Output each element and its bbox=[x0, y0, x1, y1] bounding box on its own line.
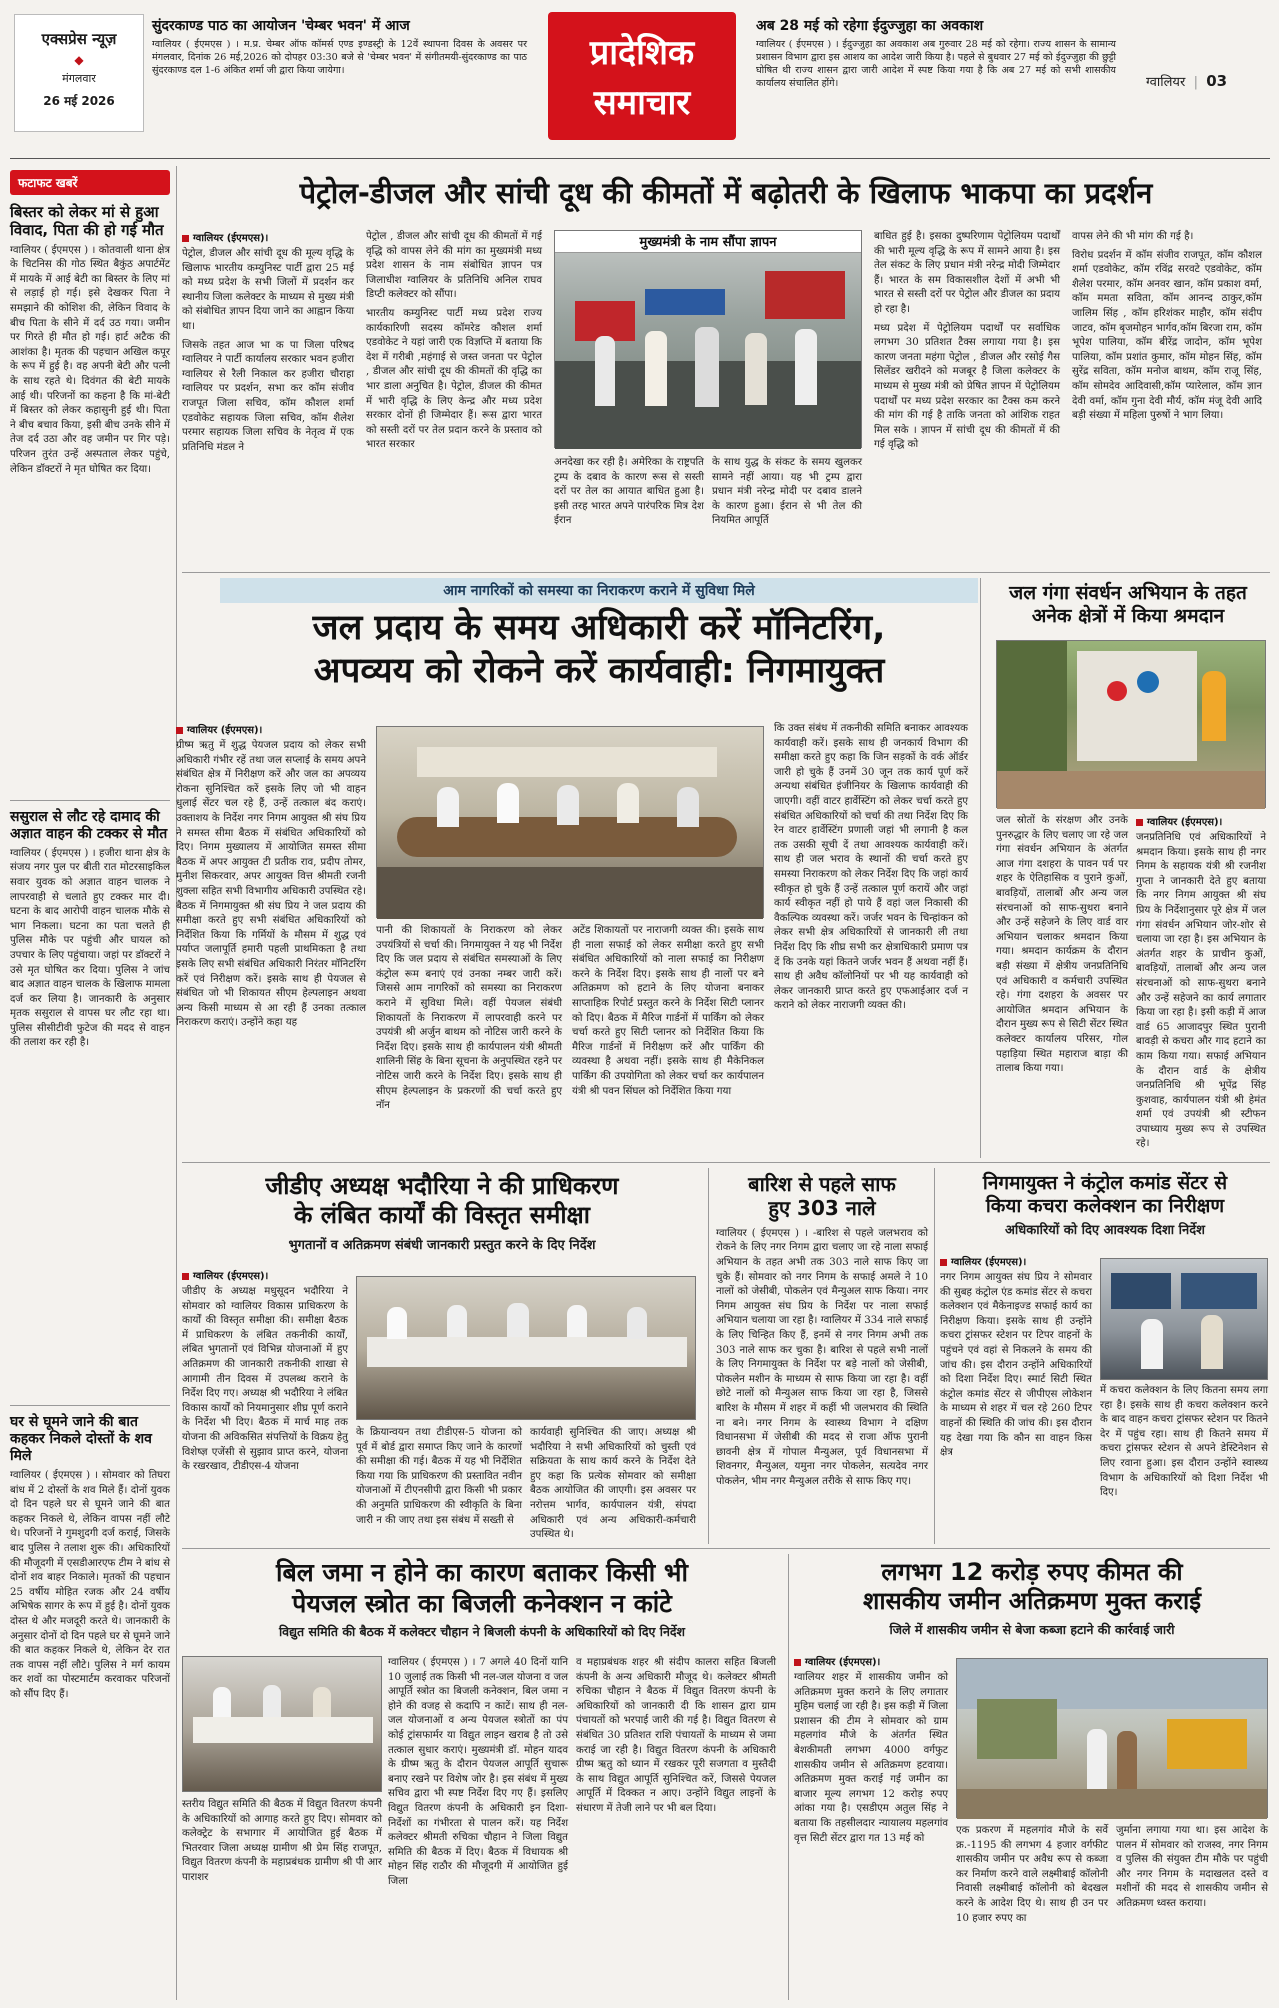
water-byline: ग्वालियर (ईएमएस)। bbox=[187, 725, 263, 736]
protest-photo bbox=[554, 230, 862, 448]
drain-headline-2: हुए 303 नाले bbox=[768, 1196, 876, 1221]
control-headline-1: निगमायुक्त ने कंट्रोल कमांड सेंटर से bbox=[982, 1172, 1228, 1194]
gda-col-2 bbox=[356, 1426, 522, 1544]
ganga-col-1-text: जल स्रोतों के संरक्षण और उनके पुनरुद्धार के लिए चलाए जा रहे जल गंगा संवर्धन अभियान के अंतर्गत आज गंगा दशहरा के पावन पर्व पर शहर के ऐतिहासिक व पुराने कुओं, बावड़ियों, तालाबों और अन्य जल संरचनाओं को साफ-सुथरा बनाने और उन्हें सहेजने के लिए वार्ड वार अभियान चलाकर श्रमदान किया गया। श्रमदान कार्यक्रम के दौरान बड़ी संख्या में क्षेत्रीय जनप्रतिनिधि एवं अधिकारी व कर्मचारी उपस्थित रहे। गंगा दशहरा के अवसर पर आयोजित श्रमदान अभियान के दौरान मुख्य रूप से सिटी सेंटर स्थित कलेक्टर कार्यालय परिसर, गोल पहाड़िया स्थित महाराज बाड़ा की तालाब किया गया। bbox=[996, 815, 1128, 1075]
control-col-1 bbox=[940, 1254, 1092, 1544]
control-col-2-text: में कचरा कलेक्शन के लिए कितना समय लगा रहा है। इसके साथ ही कचरा कलेक्शन करने के बाद वाहन कचरा ट्रांसफर स्टेशन पर कितने देर में पहुंच रहा। साथ ही कितने समय में कचरा ट्रांसफर स्टेशन से अपने डेस्टिनेशन से लिए रवाना हुआ। इस दौरान उन्होंने स्वास्थ्य विभाग के अधिकारियों को दिशा निर्देश भी दिए। bbox=[1100, 1385, 1268, 1499]
land-col-2 bbox=[956, 1824, 1108, 1996]
sidebar-tag: फटाफट खबरें bbox=[10, 170, 170, 195]
land-col-1 bbox=[794, 1654, 948, 1996]
land-byline: ग्वालियर (ईएमएस)। bbox=[805, 1657, 881, 1668]
top-story-col-2 bbox=[366, 230, 542, 560]
day: मंगलवार bbox=[62, 72, 96, 85]
gda-headline-1: जीडीए अध्यक्ष भदौरिया ने की प्राधिकरण bbox=[265, 1172, 619, 1200]
control-room-photo bbox=[1100, 1258, 1268, 1380]
ganga-col-2-text: जनप्रतिनिधि एवं अधिकारियों ने श्रमदान किया। इसके साथ ही नगर निगम के सहायक यंत्री श्री रजनीश गुप्ता ने जानकारी देते हुए बताया कि नगर निगम आयुक्त श्री संघ प्रिय के निर्देशानुसार पूरे क्षेत्र में जल गंगा संवर्धन अभियान जोर-शोर से चलाया जा रहा है। इस अभियान के अंतर्गत शहर के प्राचीन कुओं, बावड़ियों, तालाबों और अन्य जल संरचनाओं को साफ-सुथरा बनाने और उन्हें सहेजने का कार्य लगातार किया जा रहा है। इसी कड़ी में आज वार्ड 65 आजादपुर स्थित पुरानी बावड़ी से कचरा और गाद हटाने का काम किया गया। सफाई अभियान के दौरान वार्ड के क्षेत्रीय जनप्रतिनिधि श्री भूपेंद्र सिंह कुशवाह, कार्यपालन यंत्री श्री हेमंत शर्मा एवं उपयंत्री श्री स्टीफन उपाध्याय मुख्य रूप से उपस्थित रहे। bbox=[1136, 832, 1266, 1150]
power-headline-1: बिल जमा न होने का कारण बताकर किसी भी bbox=[276, 1558, 688, 1587]
gda-col-3 bbox=[530, 1426, 696, 1544]
ganga-col-1 bbox=[996, 814, 1128, 1154]
city-name: ग्वालियर bbox=[1146, 75, 1186, 90]
page-number: 03 bbox=[1206, 72, 1228, 90]
water-kicker: आम नागरिकों को समस्या का निराकरण कराने में सुविधा मिले bbox=[220, 578, 978, 603]
water-headline-2: अपव्यय को रोकने करें कार्यवाही: निगमायुक्त bbox=[313, 650, 885, 691]
top-story-headline: पेट्रोल-डीजल और सांची दूध की कीमतों में बढ़ोतरी के खिलाफ भाकपा का प्रदर्शन bbox=[299, 176, 1153, 210]
top-story-p10: विरोध प्रदर्शन में कॉम संजीव राजपूत, कॉम कौशल शर्मा एडवोकेट, कॉम रविंद्र सरवटे एडवोकेट, कॉम शैलेश परमार, कॉम अनवर खान, कॉम प्रकाश वर्मा, कॉम ममता सविता, कॉम आनन्द ठाकुर,कॉम जालिम सिंह , कॉम हरिशंकर माहौर, कॉम संदीप जाटव, कॉम बृजमोहन भार्गव,कॉम बिरजा राम, कॉम भूपेश पालिया, कॉम बीरेंद्र जादोन, कॉम भूपेश पालिया, कॉम प्रशांत कुमार, कॉम मोहन सिंह, कॉम सुरेंद्र सविता, कॉम मनोज बाथम, कॉम राजू सिंह, कॉम सोमदेव आदिवासी,कॉम प्यारेलाल, कॉम ज्ञान देवी वर्मा, कॉम गुना देवी मौर्य, कॉम मंजू देवी आदि बड़ी संख्या में महिला पुरुषों ने भाग लिया। bbox=[1072, 249, 1262, 422]
top-story-col-4 bbox=[874, 230, 1060, 560]
brief-eid bbox=[756, 18, 1116, 136]
gda-col-2-text: के क्रियान्वयन तथा टीडीएस-5 योजना को पूर्व में बोर्ड द्वारा समाप्त किए जाने के कारणों की समीक्षा की गई। बैठक में यह भी निर्देशित किया गया कि प्राधिकरण की प्रस्तावित नवीन योजनाओं में टीएनसीपी द्वारा किसी भी प्रकार की अनुमति प्राधिकरण की स्वीकृति के बिना जारी न की जाए तथा इस संबंध में सख्ती से bbox=[356, 1427, 522, 1526]
byline-marker-icon bbox=[182, 1273, 189, 1280]
land-col-1-text: ग्वालियर शहर में शासकीय जमीन को अतिक्रमण मुक्त कराने के लिए लगातार मुहिम चलाई जा रही है। इस कड़ी में जिला प्रशासन की टीम ने सोमवार को ग्राम महलगांव मौजे के अंतर्गत स्थित बेशकीमती लगभग 4000 वर्गफुट शासकीय जमीन से अतिक्रमण हटवाया। अतिक्रमण मुक्त कराई गई जमीन का बाजार मूल्य लगभग 12 करोड़ रुपए आंका गया है। एसडीएम अतुल सिंह ने बताया कि तहसीलदार न्यायालय महलगांव वृत्त सिटी सेंटर द्वारा गत 13 मई को bbox=[794, 1672, 948, 1844]
gda-col-3-text: कार्यवाही सुनिश्चित की जाए। अध्यक्ष श्री भदौरिया ने सभी अधिकारियों को चुस्ती एवं सक्रियता के साथ कार्य करने के निर्देश देते हुए कहा कि प्रत्येक सोमवार को समीक्षा बैठक आयोजित की जाएगी। इस अवसर पर नरोत्तम भार्गव, कार्यपालन यंत्री, संपदा अधिकारी एवं अन्य अधिकारी-कर्मचारी उपस्थित थे। bbox=[530, 1427, 696, 1541]
control-subhead: अधिकारियों को दिए आवश्यक दिशा निर्देश bbox=[1004, 1223, 1206, 1239]
top-story-p2: जिसके तहत आज भा क पा जिला परिषद ग्वालियर ने पार्टी कार्यालय सरकार भवन हजीरा ग्वालियर से रैली निकाल कर हजीरा चौराहा ग्वालियर पर प्रदर्शन, सभा कर कॉम संजीव राजपूत जिला सचिव, कॉम कौशल शर्मा एडवोकेट सहायक जिला सचिव, कॉम शैलेश परमार सहायक जिला सचिव के नेतृत्व में एक प्रतिनिधि मंडल ने bbox=[182, 339, 354, 453]
masthead bbox=[0, 0, 1279, 168]
water-col-3 bbox=[572, 924, 764, 1152]
sidebar-story-2-title: ससुराल से लौट रहे दामाद की अज्ञात वाहन की टक्कर से मौत bbox=[10, 808, 168, 842]
paper-box bbox=[14, 14, 144, 132]
brief-chamber bbox=[152, 18, 527, 136]
sidebar-story-2-text: ग्वालियर ( ईएमएस ) । हजीरा थाना क्षेत्र के संजय नगर पुल पर बीती रात मोटरसाइकिल सवार युवक को अज्ञात वाहन चालक ने लापरवाही से चलाते हुए टक्कर मार दी। घटना के बाद आरोपी वाहन चालक मौके से भाग निकला। घटना का पता चलते ही पुलिस मौके पर पहुंची और घायल को उपचार के लिए पहुंचाया। जहां पर डॉक्टरों ने उसे मृत घोषित कर दिया। पुलिस ने जांच बाद अज्ञात वाहन चालक के खिलाफ मामला दर्ज कर लिया है। जानकारी के अनुसार मृतक ससुराल से वापस घर लौट रहा था। पुलिस सीसीटीवी फुटेज की मदद से वाहन की तलाश कर रही है। bbox=[10, 847, 170, 1049]
brief-chamber-text: ग्वालियर ( ईएमएस ) । म.प्र. चेम्बर ऑफ कॉमर्स एण्ड इण्डस्ट्री के 12वें स्थापना दिवस के अवसर पर मंगलवार, दिनांक 26 मई,2026 को दोपहर 03:30 बजे से 'चेम्बर भवन' में संगीतमयी-सुंदरकाण्ड का पाठ सुंदरकाण्ड दल 1-6 अंकित शर्मा जी द्वारा किया जायेगा। bbox=[152, 39, 527, 77]
brief-eid-title: अब 28 मई को रहेगा ईदुज्जुहा का अवकाश bbox=[756, 18, 984, 34]
sidebar-story-1-text: ग्वालियर ( ईएमएस ) । कोतवाली थाना क्षेत्र के चिटनिस की गोठ स्थित बैकुंठ अपार्टमेंट में मायके में आई बेटी का बिस्तर के लिए मां से लड़ाई हो गई। इसे देखकर पिता ने समझाने की कोशिश की, लेकिन विवाद के बीच पिता के सीने में दर्द उठ गया। जमीन पर गिरते ही मौत हो गई। हार्ट अटैक की आशंका है। मृतक की पहचान अखिल कपूर के रूप में हुई है। वह अपनी बेटी और पत्नी के साथ रहते थे। दिवंगत की बेटी मायके आई थी। परिजनों का कहना है कि मां-बेटी में बिस्तर को लेकर कहासुनी हुई थी। पिता ने बीच बचाव किया, इसी बीच उनके सीने में तेज दर्द उठा और वह जमीन पर गिर पड़े। परिजन तुरंत उन्हें अस्पताल लेकर पहुंचे, लेकिन डॉक्टरों ने मृत घोषित कर दिया। bbox=[10, 244, 170, 475]
photo-caption: मुख्यमंत्री के नाम सौंपा ज्ञापन bbox=[639, 235, 777, 250]
top-story-p1: पेट्रोल, डीजल और सांची दूध की मूल्य वृद्धि के खिलाफ भारतीय कम्युनिस्ट पार्टी द्वारा 25 मई को मध्य प्रदेश के सभी जिलों में प्रदर्शन कर स्थानीय जिला कलेक्टर के माध्यम से मुख्य मंत्री को संबोधित ज्ञापन दिया जाने का आह्वान किया था। bbox=[182, 248, 354, 332]
power-col-3 bbox=[576, 1656, 776, 1996]
water-col-2 bbox=[376, 924, 562, 1152]
water-col-2-text: पानी की शिकायतों के निराकरण को लेकर उपयंत्रियों से चर्चा की। निगमायुक्त ने यह भी निर्देश दिए कि जल प्रदाय से संबंधित समस्याओं के लिए कंट्रोल रूम बनाएं एवं उनका नम्बर जारी करें। जिससे आम नागरिकों को समस्या का निराकरण कराने में सुविधा मिले। वहीं पेयजल संबंधी शिकायतों के निराकरण में लापरवाही करने पर उपयंत्री श्री अर्जुन बाथम को नोटिस जारी करने के निर्देश दिए। इसके साथ ही कार्यपालन यंत्री श्रीमती शालिनी सिंह के बिना सूचना के अनुपस्थित रहने पर नोटिस जारी करने के निर्देश दिए। इसके साथ ही सीएम हेल्पलाइन के प्रकरणों की चर्चा करते हुए नॉन bbox=[376, 925, 562, 1112]
sidebar-story-1-title: बिस्तर को लेकर मां से हुआ विवाद, पिता की हो गई मौत bbox=[10, 203, 164, 240]
water-headline-1: जल प्रदाय के समय अधिकारी करें मॉनिटरिंग, bbox=[312, 608, 886, 648]
sidebar-story-3-title: घर से घूमने जाने की बात कहकर निकले दोस्तों के शव मिले bbox=[10, 1413, 152, 1464]
sidebar bbox=[10, 166, 170, 2000]
water-col-3-text: अटेंड शिकायतों पर नाराजगी व्यक्त की। इसके साथ ही नाला सफाई को लेकर समीक्षा करते हुए सभी संबंधित अधिकारियों को नाला सफाई का निरीक्षण करने के निर्देश दिए। इसके साथ ही नालों पर बने अतिक्रमण को हटाने के लिए योजना बनाकर साप्ताहिक रिपोर्ट प्रस्तुत करने के निर्देश सिटी प्लानर को दिए। बैठक में मैरिज गार्डनों में पार्किंग को लेकर चर्चा करते हुए सिटी प्लानर को निर्देशित किया कि मैरिज गार्डनों में निरीक्षण करें और पार्किंग की व्यवस्था है अथवा नहीं। इसके साथ ही मैकेनिकल पार्किंग की उपयोगिता को लेकर चर्चा कर कार्यपालन यंत्री श्री पवन सिंघल को निर्देशित किया गया bbox=[572, 925, 764, 1097]
diamond-icon: ◆ bbox=[74, 53, 84, 67]
byline-marker-icon bbox=[940, 1259, 947, 1266]
power-meeting-photo bbox=[182, 1656, 382, 1792]
control-col-2 bbox=[1100, 1384, 1268, 1544]
land-col-2-text: एक प्रकरण में महलगांव मौजे के सर्वे क्र.-1195 की लगभग 4 हजार वर्गफीट शासकीय जमीन पर अवैध रूप से कब्जा कर निर्माण करने वाले लक्ष्मीबाई कॉलोनी निवासी लक्ष्मीबाई कॉलोनी को बेदखल करने के आदेश दिए थे। साथ ही उन पर 10 हजार रुपए का bbox=[956, 1825, 1108, 1924]
top-story-col-3a bbox=[554, 456, 704, 560]
meeting-photo bbox=[376, 726, 764, 918]
power-story bbox=[182, 1554, 782, 2000]
gda-col-1 bbox=[182, 1268, 348, 1544]
paper-name: एक्सप्रेस न्यूज़ bbox=[41, 30, 117, 48]
power-col-2-text: स्तरीय विद्युत समिति की बैठक में विद्युत वितरण कंपनी के अधिकारियों को आगाह करते हुए दिए। सोमवार को कलेक्ट्रेट के सभागार में आयोजित हुई बैठक में भितरवार जिला अध्यक्ष ग्रामीण श्री प्रेम सिंह राजपूत, विद्युत वितरण कंपनी के महाप्रबंधक ग्रामीण श्री पी आर पाराशर bbox=[182, 1799, 382, 1883]
water-story bbox=[176, 578, 978, 1158]
shramdan-photo bbox=[996, 640, 1266, 808]
top-story-p9: वापस लेने की भी मांग की गई है। bbox=[1072, 231, 1194, 242]
power-col-3-text: व महाप्रबंधक शहर श्री संदीप कालरा सहित बिजली कंपनी के अन्य अधिकारी मौजूद थे। कलेक्टर श्रीमती रुचिका चौहान ने बैठक में विद्युत वितरण कंपनी के अधिकारियों को जानकारी दी कि शासन द्वारा ग्राम पंचायतों को भरपाई जारी की गई है। विद्युत वितरण से संबंधित 30 प्रतिशत राशि पंचायतों के माध्यम से जमा कराई जा रही है। विद्युत वितरण कंपनी के अधिकारी ग्रीष्म ऋतु को ध्यान में रखकर पूरी सजगता व मुस्तैदी के साथ विद्युत आपूर्ति सुनिश्चित करें, जिससे पेयजल आपूर्ति में दिक्कत न आए। उन्होंने विद्युत लाइनों के संधारण में तेजी लाने पर भी बल दिया। bbox=[576, 1657, 776, 1814]
power-headline-2: पेयजल स्त्रोत का बिजली कनेक्शन न कांटे bbox=[292, 1588, 672, 1618]
land-col-3-text: जुर्माना लगाया गया था। इस आदेश के पालन में सोमवार को राजस्व, नगर निगम व पुलिस की संयुक्त टीम मौके पर पहुंची और नगर निगम के मदाखलत दस्ते व मशीनों की मदद से शासकीय जमीन से अतिक्रमण ध्वस्त कराया। bbox=[1116, 1825, 1268, 1909]
ganga-story bbox=[986, 578, 1270, 1158]
water-col-4-text: कि उक्त संबंध में तकनीकी समिति बनाकर आवश्यक कार्यवाही करें। इसके साथ ही जनकार्य विभाग की समीक्षा करते हुए कहा कि जिन सड़कों के वर्क ऑर्डर जारी हो चुके हैं उनमें 30 जून तक कार्य पूर्ण करें अन्यथा संबंधित इंजीनियर के खिलाफ कार्यवाही की जाएगी। वहीं वाटर हार्वेस्टिंग को लेकर चर्चा करते हुए संबंधित अधिकारियों को चर्चा की तथा निर्देश दिए कि रेन वाटर हार्वेस्टिंग प्रणाली जहां भी लगानी है कल तक उसकी सूची दें तथा आवश्यक कार्यवाही करें। साथ ही जल भराव के स्थानों की चर्चा करते हुए समस्या निराकरण को लेकर निर्देश दिए कि जहां कार्य स्वीकृत हो चुके हैं उन्हें तत्काल पूर्ण करायें और जहां कार्य स्वीकृत नहीं हो पाये हैं वहां जल निकासी की वैकल्पिक व्यवस्था करें। जर्जर भवन के चिन्हांकन को लेकर सभी क्षेत्र अधिकारियों से जानकारी ली तथा निर्देश दिए कि शीघ्र सभी कर क्षेत्राधिकारी प्रमाण पत्र दें कि उनके यहां कितने जर्जर भवन हैं अथवा नहीं हैं। साथ ही अवैध कॉलोनियों पर भी यह कार्यवाही को लेकर जानकारी प्राप्त करते हुए एफआईआर दर्ज न कराने को लेकर नाराजगी व्यक्त की। bbox=[774, 723, 968, 1012]
brief-chamber-title: सुंदरकाण्ड पाठ का आयोजन 'चेम्बर भवन' में आज bbox=[152, 18, 410, 34]
gda-headline-2: के लंबित कार्यों की विस्तृत समीक्षा bbox=[294, 1201, 590, 1230]
gda-story bbox=[182, 1168, 702, 1544]
land-story bbox=[794, 1554, 1270, 2000]
ganga-headline-2: अनेक क्षेत्रों में किया श्रमदान bbox=[1031, 605, 1225, 628]
control-col-1-text: नगर निगम आयुक्त संघ प्रिय ने सोमवार की सुबह कंट्रोल एंड कमांड सेंटर से कचरा कलेक्शन एवं मैकेनाइज्ड सफाई कार्य का निरीक्षण किया। इसके साथ ही उन्होंने कचरा ट्रांसफर स्टेशन पर टिपर वाहनों के पहुंचने एवं वहां से निकलने के समय की जांच की। इस दौरान उन्होंने अधिकारियों को दिशा निर्देश दिए। स्मार्ट सिटी स्थित कंट्रोल कमांड सेंटर से जीपीएस लोकेशन के माध्यम से शहर में चल रहे 260 टिपर वाहनों की स्थिति की जांच की। इस दौरान यह देखा गया कि कौन सा वाहन किस क्षेत्र bbox=[940, 1272, 1092, 1459]
power-col-2 bbox=[182, 1798, 382, 1996]
byline-marker-icon bbox=[794, 1659, 801, 1666]
drain-headline-1: बारिश से पहले साफ bbox=[748, 1172, 896, 1196]
land-headline-2: शासकीय जमीन अतिक्रमण मुक्त कराई bbox=[863, 1587, 1201, 1616]
top-story-p7: बाधित हुई है। इसका दुष्परिणाम पेट्रोलियम पदार्थों की भारी मूल्य वृद्धि के रूप में सामने आया है। इस तेल संकट के लिए प्रधान मंत्री नरेन्द्र मोदी जिम्मेदार हैं। भारत के सम विकासशील देशों में अभी भी भारत से सस्ती दरों पर पेट्रोल और डीजल का प्रदाय हो रहा है। bbox=[874, 231, 1060, 315]
section-title-2: समाचार bbox=[593, 83, 691, 123]
land-subhead: जिले में शासकीय जमीन से बेजा कब्जा हटाने की कार्रवाई जारी bbox=[889, 1621, 1175, 1637]
power-col-1 bbox=[388, 1656, 568, 1996]
top-story-byline: ग्वालियर (ईएमएस)। bbox=[193, 233, 269, 244]
land-col-3 bbox=[1116, 1824, 1268, 1996]
control-byline: ग्वालियर (ईएमएस)। bbox=[951, 1257, 1027, 1268]
gda-subhead: भुगतानों व अतिक्रमण संबंधी जानकारी प्रस्तुत करने के दिए निर्देश bbox=[288, 1237, 596, 1253]
byline-marker-icon bbox=[182, 235, 189, 242]
byline-marker-icon bbox=[1136, 819, 1143, 826]
gda-meeting-photo bbox=[356, 1276, 696, 1420]
water-col-1 bbox=[176, 722, 366, 1152]
section-title-1: प्रादेशिक bbox=[589, 33, 695, 73]
sidebar-story-3-text: ग्वालियर ( ईएमएस ) । सोमवार को तिघरा बांध में 2 दोस्तों के शव मिले हैं। दोनों युवक दो दिन पहले घर से घूमने जाने की बात कहकर निकले थे, लेकिन वापस नहीं लौटे थे। परिजनों ने गुमशुदगी दर्ज कराई, जिसके बाद पुलिस ने तलाश शुरू की। अधिकारियों की मौजूदगी में एसडीआरएफ टीम ने बांध से दोनों शव बाहर निकाले। मृतकों की पहचान 25 वर्षीय मोहित रजक और 24 वर्षीय अभिषेक सागर के रूप में हुई है। दोनों युवक दोस्त थे और मजदूरी करते थे। जानकारी के अनुसार दोनों दो दिन पहले घर से घूमने जाने की बात कहकर निकले थे, लेकिन देर रात तक वापस नहीं लौटे। पुलिस ने मर्ग कायम कर शवों का पोस्टमार्टम करवाकर परिजनों को सौंप दिए हैं। bbox=[10, 1469, 170, 1700]
date: 26 मई 2026 bbox=[43, 94, 115, 108]
top-story-p8: मध्य प्रदेश में पेट्रोलियम पदार्थों पर सर्वाधिक लगभग 30 प्रतिशत टैक्स लगाया गया है। इस कारण जनता महंगा पेट्रोल , डीजल और रसोई गैस सिलेंडर खरीदने को मजबूर है जिला कलेक्टर के माध्यम से मुख्य मंत्री को प्रेषित ज्ञापन में पेट्रोलियम पदार्थों पर मध्य प्रदेश सरकार का टैक्स कम करने की मांग की गई है ताकि जनता को आंशिक राहत मिल सके । ज्ञापन में सांची दूध की कीमतों में की गई वृद्धि को bbox=[874, 322, 1060, 451]
control-headline-2: किया कचरा कलेक्शन का निरीक्षण bbox=[985, 1195, 1225, 1218]
water-col-1-text: ग्रीष्म ऋतु में शुद्ध पेयजल प्रदाय को लेकर सभी अधिकारी गंभीर रहें तथा जल सप्लाई के समय अपने संबंधित क्षेत्र में निरीक्षण करें और जल का अपव्यय रोकना सुनिश्चित करें इसके लिए जो भी वाहन धुलाई सेंटर चल रहे हैं, उन्हें तत्काल बंद कराएं। उक्ताशय के निर्देश नगर निगम आयुक्त श्री संघ प्रिय ने समस्त सीमा बैठक में संबंधित अधिकारियों को दिए। निगम मुख्यालय में आयोजित समस्त सीमा बैठक में अपर आयुक्त टी प्रतीक राव, प्रदीप तोमर, मुनीश सिकरवार, अपर आयुक्त वित्त श्रीमती रजनी शुक्ला सहित सभी विभागीय अधिकारी उपस्थित रहे। बैठक में निगमायुक्त श्री संघ प्रिय ने जल प्रदाय की समीक्षा करते हुए सभी संबंधित अधिकारियों को निर्देशित किया कि गर्मियों के मौसम में शुद्ध एवं पर्याप्त जलापूर्ति हमारी पहली प्राथमिकता है तथा इसके लिए सभी संबंधित अधिकारी निरंतर मॉनिटरिंग करें एवं निरीक्षण करें। इसके साथ ही पेयजल से संबंधित जो भी शिकायत सीएम हेल्पलाइन अथवा अन्य किसी माध्यम से आ रही हैं उनका तत्काल निराकरण कराएं। उन्होंने कहा यह bbox=[176, 740, 366, 1029]
gda-byline: ग्वालियर (ईएमएस)। bbox=[193, 1271, 269, 1282]
top-story-p5: अनदेखा कर रही है। अमेरिका के राष्ट्रपति ट्रम्प के दबाव के कारण रूस से सस्ती दरों पर तेल का आयात बाधित हुआ है। इसी तरह भारत अपने पारंपरिक मित्र देश ईरान bbox=[554, 457, 704, 527]
ganga-col-2 bbox=[1136, 814, 1266, 1154]
drain-text: ग्वालियर ( ईएमएस ) । -बारिश से पहले जलभराव को रोकने के लिए नगर निगम द्वारा चलाए जा रहे नाला सफाई अभियान के तहत अभी तक 303 नाले साफ किए जा चुके हैं। सोमवार को नगर निगम के सफाई अमले ने 10 नालों को जेसीबी, पोकलेन एवं मैन्युअल साफ किया। नगर निगम आयुक्त संघ प्रिय के निर्देश पर नाला सफाई अभियान चलाया जा रहा है। ग्वालियर में 334 नाले सफाई के लिए चिन्हित किए हैं, इनमें से नगर निगम अभी तक 303 नाले साफ कर चुका है। बारिश से पहले सभी नालों के लिए निगमायुक्त के निर्देश पर बड़े नालों को जेसीबी, पोकलेन मशीन के माध्यम से साफ किया जा रहा है। वहीं छोटे नालों को मैन्युअल साफ किया जा रहा है, जिससे बारिश के मौसम में शहर में कहीं भी जलभराव की स्थिति ना बने। नगर निगम के स्वास्थ्य विभाग ने दक्षिण विधानसभा में जेसीबी की मदद से राजा ऑफ पुरानी छावनी क्षेत्र में गोपाल मैन्युअल, पूर्व विधानसभा में शिवनगर, मैन्युअल, यमुना नगर पोकलेन, सत्यदेव नगर पोकलेन, भीम नगर मैन्युअल तरीके से साफ किए गए। bbox=[716, 1227, 928, 1487]
byline-marker-icon bbox=[176, 727, 183, 734]
drain-story bbox=[716, 1168, 928, 1544]
top-story-col-5 bbox=[1072, 230, 1262, 560]
section-banner bbox=[548, 12, 736, 140]
water-col-4 bbox=[774, 722, 968, 1152]
city-label: ग्वालियर | 03 bbox=[1146, 72, 1228, 90]
power-subhead: विद्युत समिति की बैठक में कलेक्टर चौहान ने बिजली कंपनी के अधिकारियों को दिए निर्देश bbox=[278, 1624, 686, 1639]
top-story-p6: के साथ युद्ध के संकट के समय खुलकर सामने नहीं आया। यह भी ट्रम्प द्वारा प्रधान मंत्री नरेन्द्र मोदी पर दबाव डालने के कारण हुआ। ईरान से भी तेल की नियमित आपूर्ति bbox=[712, 457, 862, 527]
top-story-col-3b bbox=[712, 456, 862, 560]
control-story bbox=[940, 1168, 1270, 1544]
gda-col-1-text: जीडीए के अध्यक्ष मधुसूदन भदौरिया ने सोमवार को ग्वालियर विकास प्राधिकरण के कार्यों की विस्तृत समीक्षा की। समीक्षा बैठक में प्राधिकरण के लंबित तकनीकी कार्यों, लंबित भुगतानों एवं विभिन्न योजनाओं में हुए अतिक्रमण की जानकारी तकनीकी शाखा से आगामी तीन दिवस में उपलब्ध कराने के निर्देश दिए गए। अध्यक्ष श्री भदौरिया ने लंबित विकास कार्यों को नियमानुसार शीघ्र पूर्ण कराने के निर्देश भी दिए। बैठक में मार्च माह तक योजना की अविकसित संपत्तियों के विक्रय हेतु विशेष्ज्ञ एजेंसी से सुझाव प्राप्त करने, योजना के रखरखाव, टीडीएस-4 योजना bbox=[182, 1286, 348, 1473]
bulldozer-photo bbox=[956, 1658, 1268, 1818]
top-story-p4: भारतीय कम्युनिस्ट पार्टी मध्य प्रदेश राज्य कार्यकारिणी सदस्य कॉमरेड कौशल शर्मा एडवोकेट ने यहां जारी एक विज्ञप्ति में बताया कि देश में गरीबी ,महंगाई से जस्त जनता पर पेट्रोल , डीजल और सांची दूध की कीमतों की वृद्धि का भार डाला अनुचित है। पेट्रोल, डीजल की कीमत में भारी वृद्धि के लिए केन्द्र और मध्य प्रदेश सरकार दोनों ही जिम्मेदार हैं। रूस द्वारा भारत को सस्ती दरों पर तेल प्रदान करने के प्रस्ताव को भारत सरकार bbox=[366, 307, 542, 451]
ganga-headline-1: जल गंगा संवर्धन अभियान के तहत bbox=[1009, 582, 1247, 604]
top-story-p3: पेट्रोल , डीजल और सांची दूध की कीमतों में गई वृद्धि को वापस लेने की मांग का मुख्यमंत्री मध्य प्रदेश शासन के नाम संबोधित ज्ञापन पत्र जिलाधीश ग्वालियर के प्रतिनिधि अनिल राघव डिप्टी कलेक्टर को सौंपा। bbox=[366, 231, 542, 301]
land-headline-1: लगभग 12 करोड़ रुपए कीमत की bbox=[881, 1558, 1183, 1586]
top-story-col-1 bbox=[182, 230, 354, 560]
brief-eid-text: ग्वालियर ( ईएमएस ) । ईदुज्जुहा का अवकाश अब गुरुवार 28 मई को रहेगा। राज्य शासन के सामान्य प्रशासन विभाग द्वारा इस आशय का आदेश जारी किया है। पहले से बुधवार 27 मई को ईदुज्जुहा की छुट्टी घोषित थी राज्य शासन द्वारा जारी आदेश में स्पष्ट किया गया है कि अब 27 मई को सभी शासकीय कार्यालय संचालित होंगे। bbox=[756, 39, 1116, 90]
ganga-byline: ग्वालियर (ईएमएस)। bbox=[1147, 817, 1223, 828]
power-col-1-text: ग्वालियर ( ईएमएस ) । 7 अगले 40 दिनों यानि 10 जुलाई तक किसी भी नल-जल योजना व जल आपूर्ति स्त्रोत का बिजली कनेक्शन, बिल जमा न होने की वजह से कदापि न काटें। साथ ही नल-जल योजनाओं व अन्य पेयजल स्त्रोतों का पंप कोई ट्रांसफार्मर या विद्युत लाइन खराब है तो उसे तत्काल सुधार कराएं। मुख्यमंत्री डॉ. मोहन यादव के ग्रीष्म ऋतु के दौरान पेयजल आपूर्ति सुचारू बनाए रखने पर विशेष जोर है। इस संबंध में मुख्य सचिव द्वारा भी स्पष्ट निर्देश दिए गए हैं। इसलिए विद्युत वितरण कंपनी के अधिकारी इन दिशा-निर्देशों का गंभीरता से पालन करें। यह निर्देश कलेक्टर श्रीमती रुचिका चौहान ने जिला विद्युत समिति की बैठक में दिए। बैठक में विधायक श्री मोहन सिंह राठौर की मौजूदगी में आयोजित हुई जिला bbox=[388, 1657, 568, 1887]
top-story bbox=[182, 168, 1270, 568]
